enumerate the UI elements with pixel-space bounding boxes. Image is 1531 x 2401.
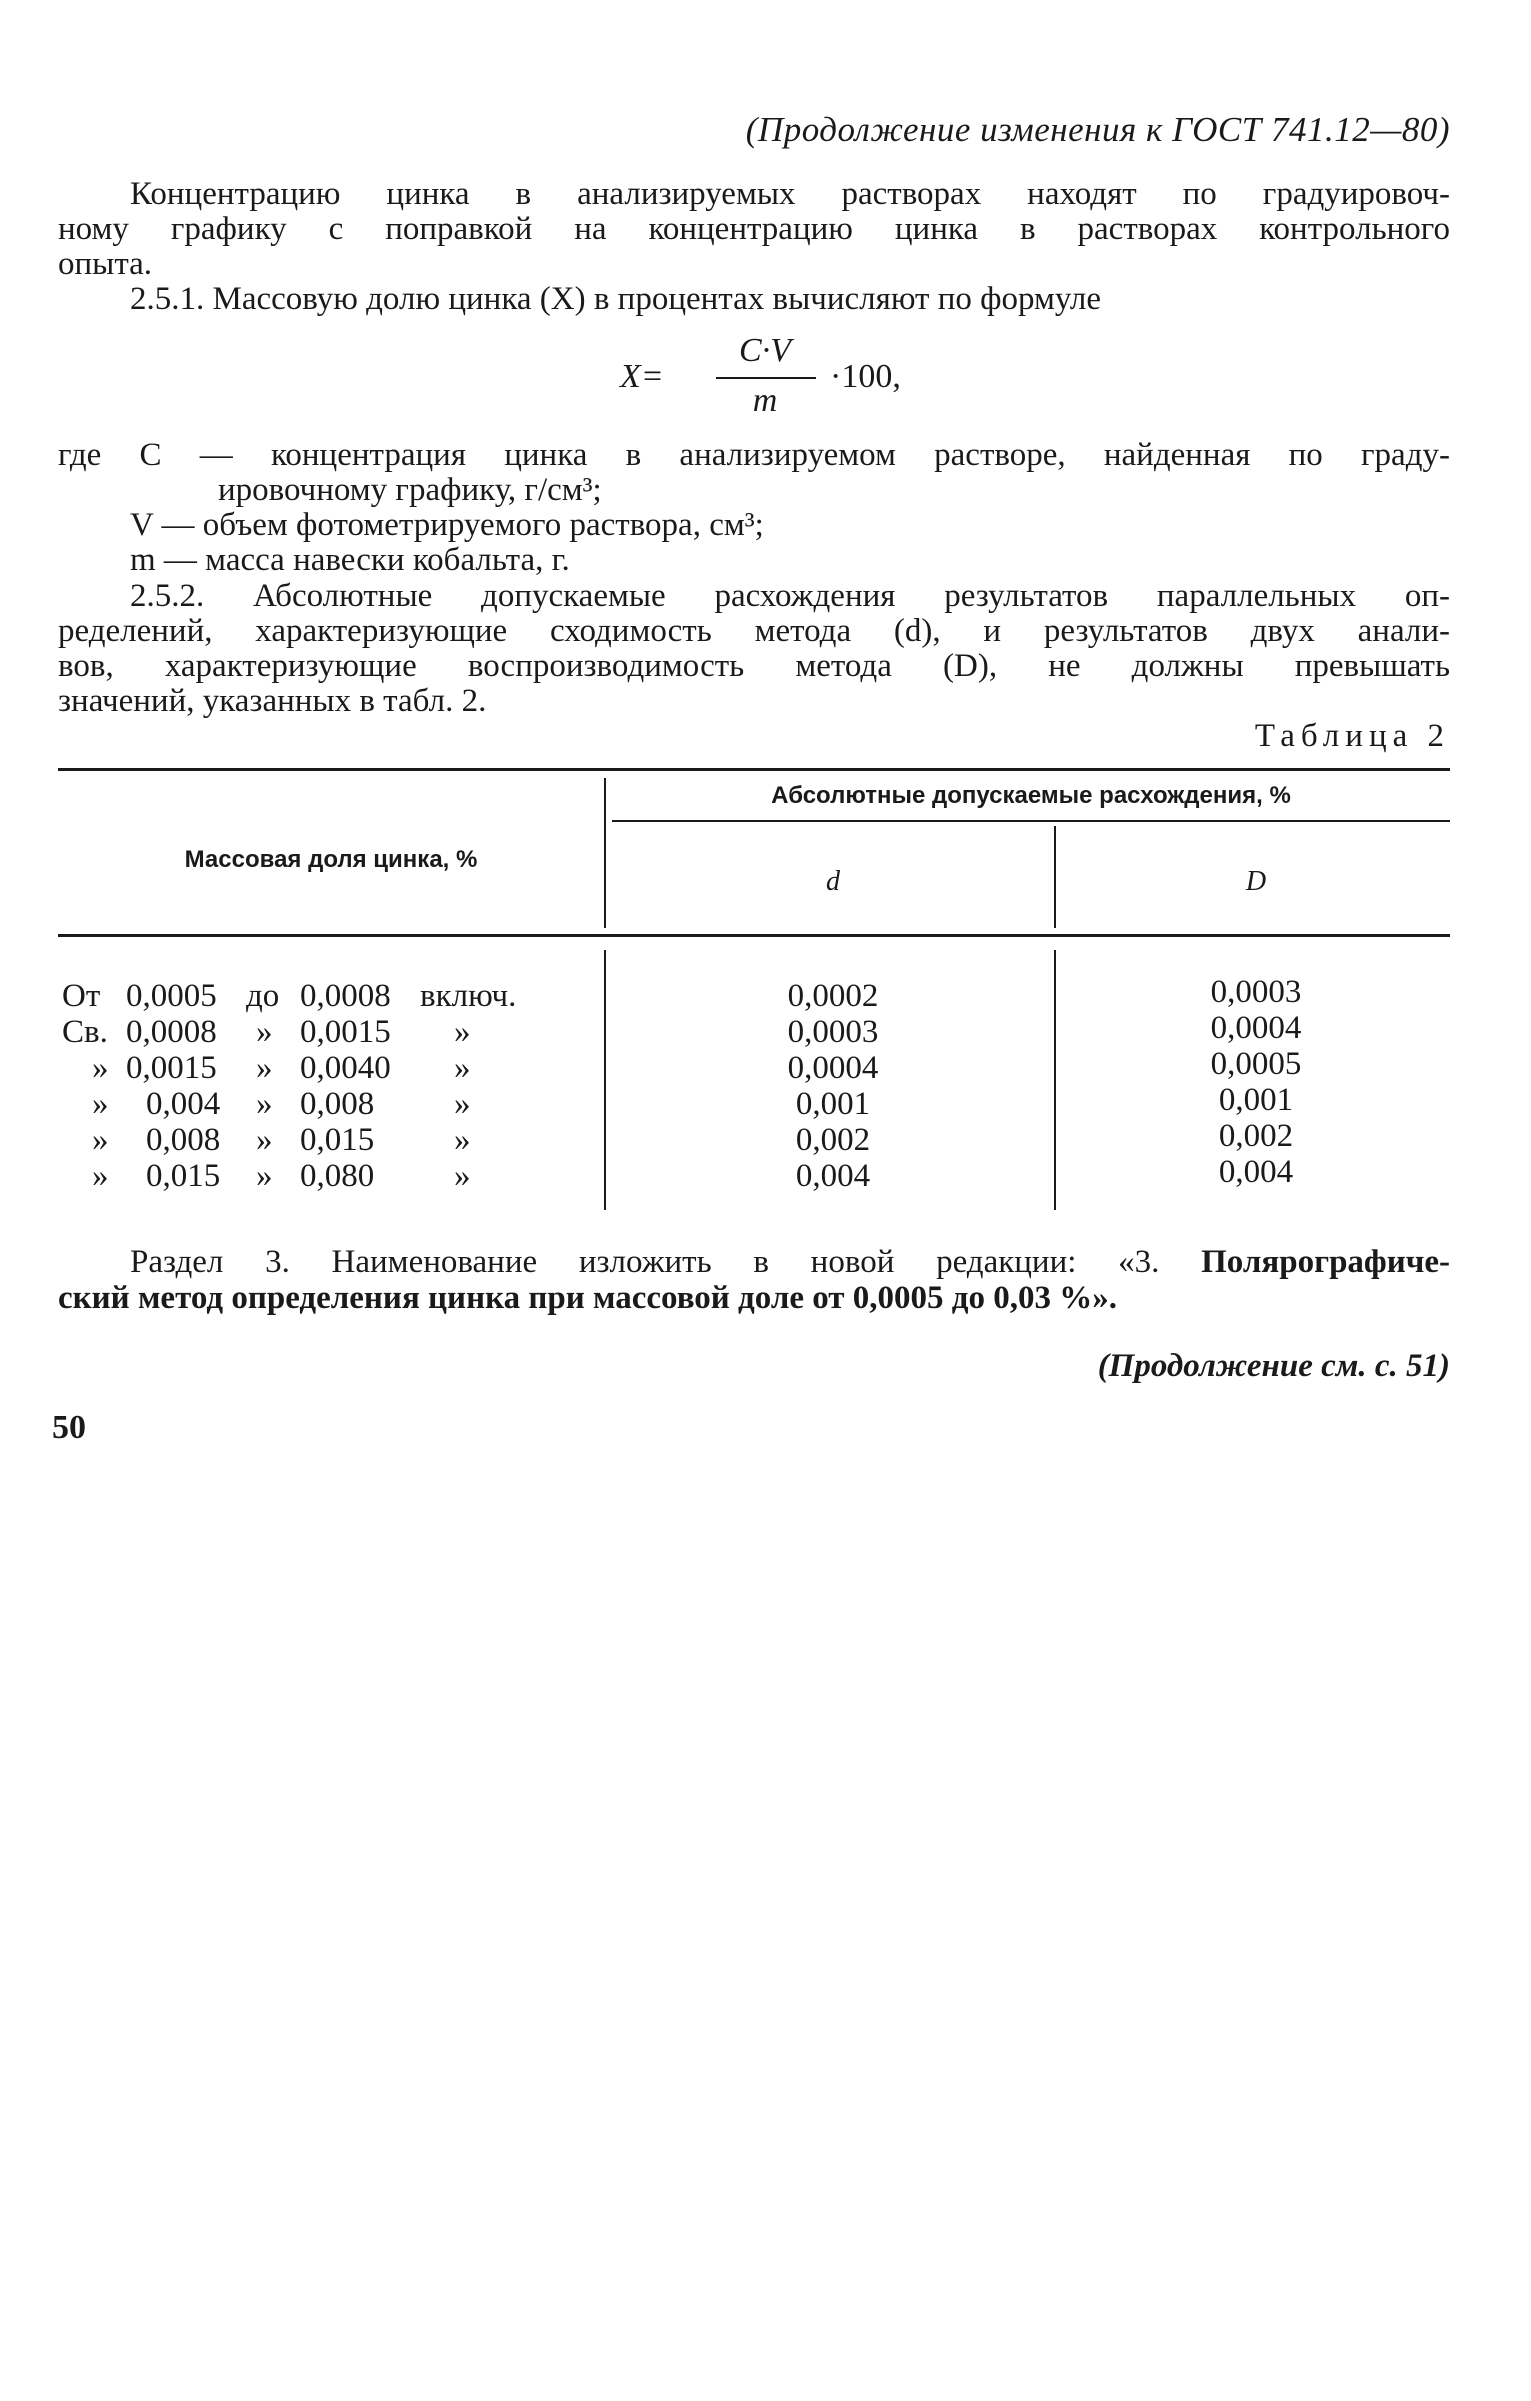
table-vrule-body-2 (1054, 950, 1056, 1210)
row1-suffix: включ. (420, 978, 517, 1014)
row4-D: 0,001 (1218, 1082, 1294, 1118)
row6-from: 0,015 (146, 1158, 221, 1194)
table-group-rule (612, 820, 1450, 822)
row6-to: 0,080 (300, 1158, 375, 1194)
table-title: Таблица 2 (1254, 718, 1450, 754)
row2-prefix: Св. (62, 1014, 108, 1050)
row2-d: 0,0003 (787, 1014, 879, 1050)
header-reference: (Продолжение изменения к ГОСТ 741.12—80) (745, 110, 1450, 149)
row5-prefix: » (92, 1122, 109, 1158)
row5-suffix: » (454, 1122, 471, 1158)
table-vrule-header-1 (604, 778, 606, 928)
row3-to: 0,0040 (300, 1050, 391, 1086)
table-top-rule (58, 768, 1450, 771)
para1-line2: ному графику с поправкой на концентрацию цинка в растворах контрольного (58, 211, 1450, 247)
where-line1: где C — концентрация цинка в анализируемом растворе, найденная по граду- (58, 437, 1450, 473)
row1-d: 0,0002 (787, 978, 879, 1014)
row4-prefix: » (92, 1086, 109, 1122)
section3-line1 (130, 1244, 1450, 1280)
row6-to-word: » (256, 1158, 273, 1194)
table-vrule-header-2 (1054, 826, 1056, 928)
where-line4: m — масса навески кобальта, г. (130, 542, 570, 578)
row2-to: 0,0015 (300, 1014, 391, 1050)
row2-from: 0,0008 (126, 1014, 217, 1050)
col-header-d: d (826, 866, 840, 897)
col-header-group: Абсолютные допускаемые расхождения, % (771, 782, 1291, 809)
row5-d: 0,002 (795, 1122, 871, 1158)
row3-prefix: » (92, 1050, 109, 1086)
row4-from: 0,004 (146, 1086, 221, 1122)
para3-line2: ределений, характеризующие сходимость метода (d), и результатов двух анали- (58, 613, 1450, 649)
row6-D: 0,004 (1218, 1154, 1294, 1190)
row3-d: 0,0004 (787, 1050, 879, 1086)
row4-to-word: » (256, 1086, 273, 1122)
section3-line1-bold: Полярографиче- (1201, 1244, 1451, 1280)
row3-from: 0,0015 (126, 1050, 217, 1086)
row1-D: 0,0003 (1210, 974, 1302, 1010)
para3-line4: значений, указанных в табл. 2. (58, 683, 487, 719)
row4-d: 0,001 (795, 1086, 871, 1122)
table-vrule-body-1 (604, 950, 606, 1210)
row4-suffix: » (454, 1086, 471, 1122)
fraction-bar (716, 377, 816, 379)
row1-prefix: От (62, 978, 101, 1014)
para-2-5-1: 2.5.1. Массовую долю цинка (X) в процентах вычисляют по формуле (130, 281, 1102, 317)
row3-D: 0,0005 (1210, 1046, 1302, 1082)
col-header-D: D (1245, 866, 1267, 897)
formula-denominator: m (752, 382, 778, 419)
row5-to-word: » (256, 1122, 273, 1158)
row6-suffix: » (454, 1158, 471, 1194)
formula-multiplier: ·100, (830, 358, 901, 395)
row1-to: 0,0008 (300, 978, 391, 1014)
row5-D: 0,002 (1218, 1118, 1294, 1154)
row4-to: 0,008 (300, 1086, 375, 1122)
row2-D: 0,0004 (1210, 1010, 1302, 1046)
section3-line2: ский метод определения цинка при массовой доле от 0,0005 до 0,03 %». (58, 1280, 1117, 1316)
row6-prefix: » (92, 1158, 109, 1194)
row2-to-word: » (256, 1014, 273, 1050)
para1-line3: опыта. (58, 246, 153, 282)
formula-lhs: X= (620, 358, 664, 395)
row5-to: 0,015 (300, 1122, 375, 1158)
page-number: 50 (52, 1409, 86, 1446)
table-header-rule (58, 934, 1450, 937)
row3-suffix: » (454, 1050, 471, 1086)
para3-line1: 2.5.2. Абсолютные допускаемые расхождения результатов параллельных оп- (130, 578, 1450, 614)
where-line2: ировочному графику, г/см³; (218, 472, 602, 508)
formula-numerator: C·V (739, 332, 791, 369)
section3-line1-normal: Раздел 3. Наименование изложить в новой редакции: «3. (130, 1244, 1160, 1280)
where-line3: V — объем фотометрируемого раствора, см³; (130, 507, 764, 543)
para3-line3: вов, характеризующие воспроизводимость метода (D), не должны превышать (58, 648, 1450, 684)
row3-to-word: » (256, 1050, 273, 1086)
para1-line1: Концентрацию цинка в анализируемых растворах находят по градуировоч- (130, 176, 1450, 212)
row1-to-word: до (246, 978, 280, 1014)
zinc-formula (620, 332, 940, 432)
col-header-mass-fraction: Массовая доля цинка, % (184, 846, 478, 873)
row5-from: 0,008 (146, 1122, 221, 1158)
row6-d: 0,004 (795, 1158, 871, 1194)
row1-from: 0,0005 (126, 978, 217, 1014)
row2-suffix: » (454, 1014, 471, 1050)
continued-note: (Продолжение см. с. 51) (1097, 1348, 1450, 1384)
